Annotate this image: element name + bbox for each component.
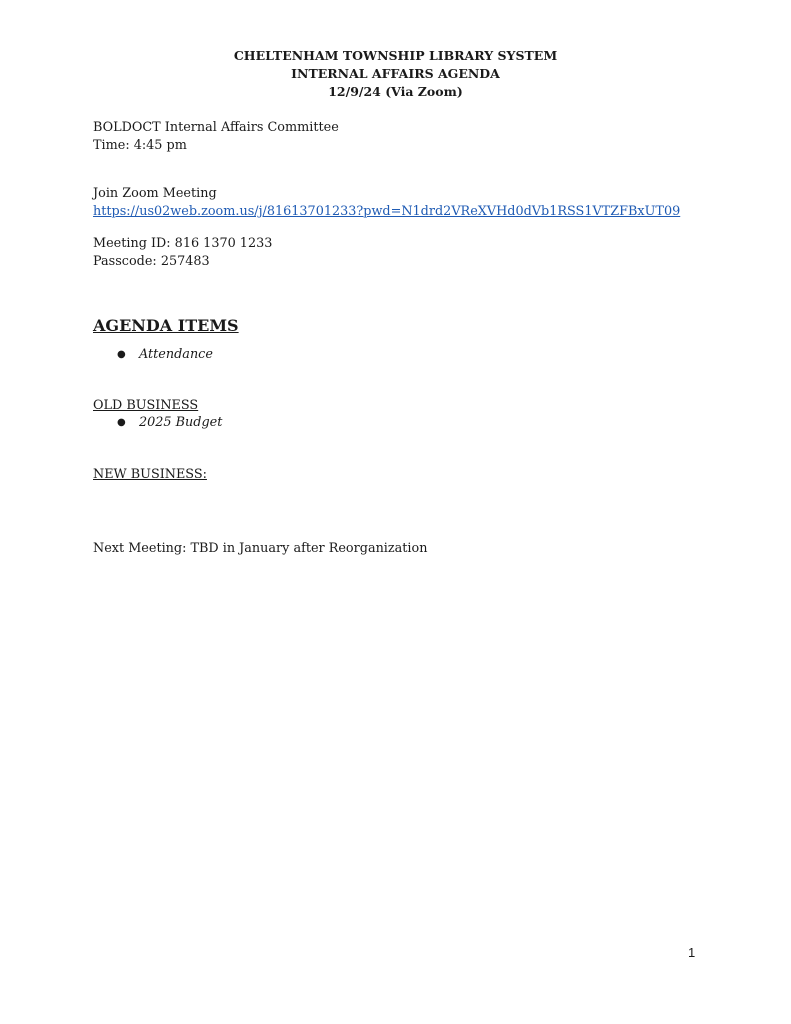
page-number: 1 — [688, 945, 696, 960]
zoom-credentials — [93, 235, 272, 271]
bullet-icon: ● — [117, 417, 126, 428]
meeting-info — [93, 119, 339, 155]
bullet-icon: ● — [117, 349, 126, 360]
agenda-item — [117, 346, 213, 364]
next-meeting: Next Meeting: TBD in January after Reorganization — [93, 541, 428, 556]
old-business-heading: OLD BUSINESS — [93, 398, 199, 413]
new-business-heading: NEW BUSINESS: — [93, 467, 207, 482]
agenda-title: INTERNAL AFFAIRS AGENDA — [291, 66, 500, 81]
meeting-time: Time: 4:45 pm — [93, 138, 187, 153]
organization-title: CHELTENHAM TOWNSHIP LIBRARY SYSTEM — [233, 48, 558, 63]
meeting-id: Meeting ID: 816 1370 1233 — [93, 236, 273, 251]
old-business-item — [117, 414, 222, 432]
meeting-date: 12/9/24 (Via Zoom) — [328, 84, 463, 99]
join-zoom-label: Join Zoom Meeting — [93, 186, 217, 201]
meeting-passcode: Passcode: 257483 — [93, 254, 210, 269]
zoom-meeting-link[interactable]: https://us02web.zoom.us/j/81613701233?pwd=N1drd2VReXVHd0dVb1RSS1VTZFBxUT09 — [93, 204, 681, 219]
document-header — [0, 47, 791, 101]
agenda-items-heading: AGENDA ITEMS — [93, 316, 239, 335]
old-business-item-label: 2025 Budget — [139, 415, 223, 430]
committee-name: BOLDOCT Internal Affairs Committee — [93, 120, 339, 135]
zoom-info — [93, 185, 680, 221]
agenda-item-label: Attendance — [139, 347, 213, 362]
